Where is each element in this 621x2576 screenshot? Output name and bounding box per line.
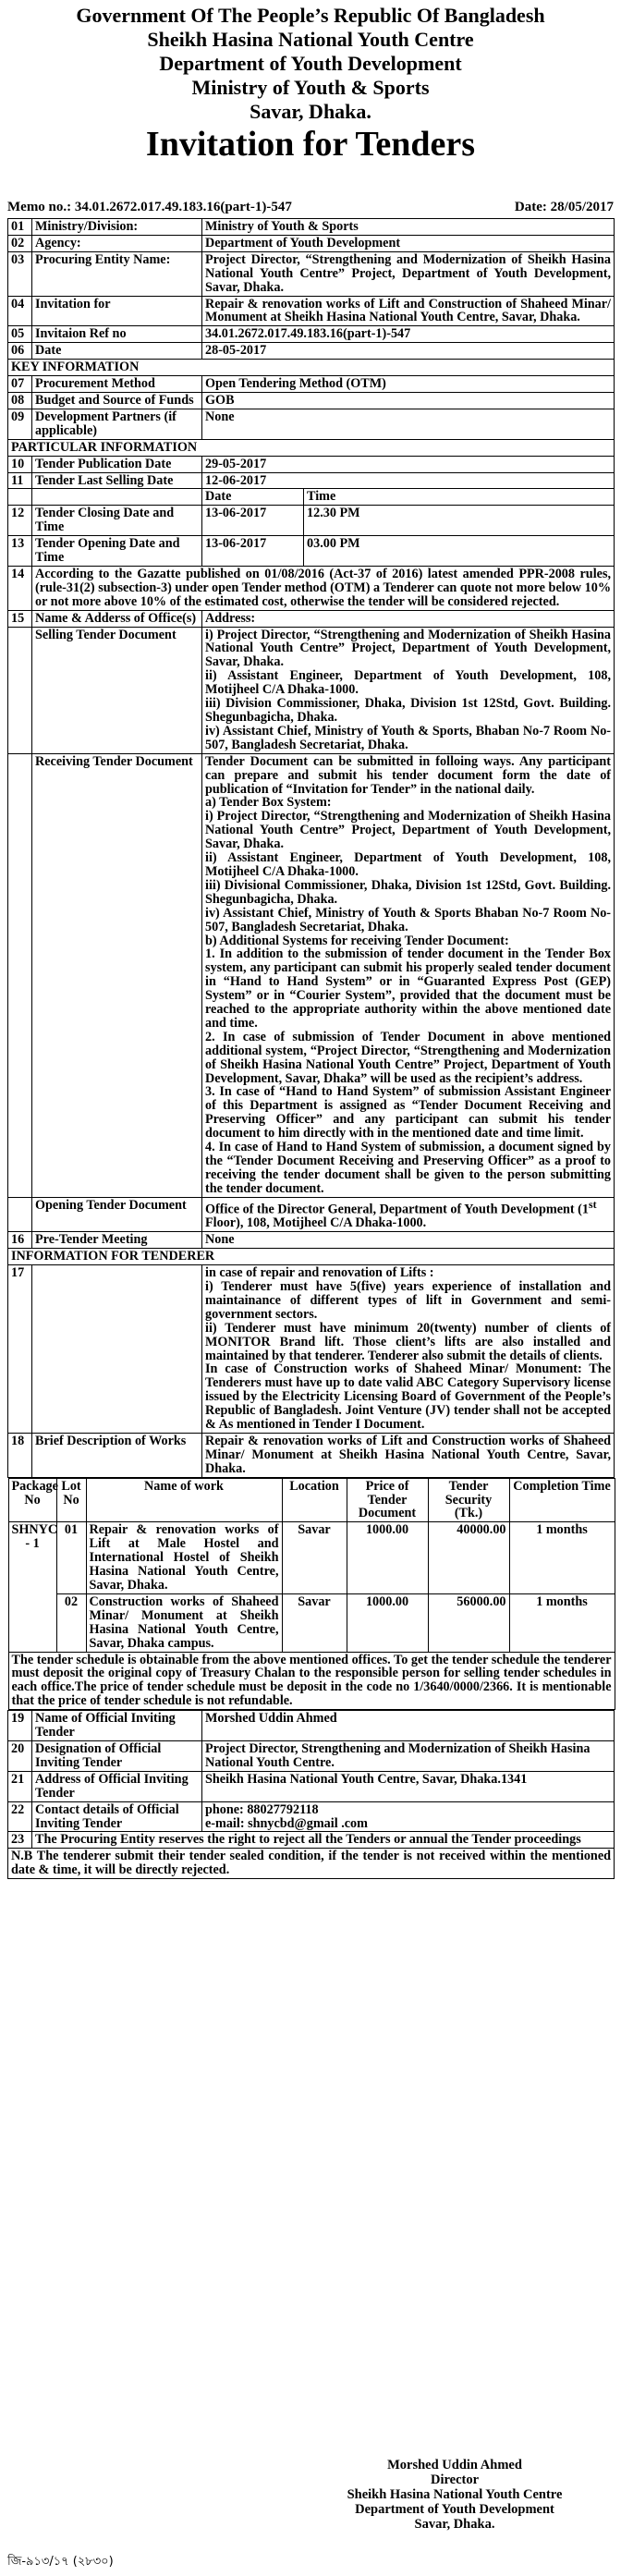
memo-number: Memo no.: 34.01.2672.017.49.183.16(part-1)-547	[7, 200, 292, 214]
receiving-details	[202, 753, 615, 1197]
signatory-place: Savar, Dhaka.	[414, 2516, 495, 2532]
table-row	[8, 566, 615, 610]
table-row	[8, 296, 615, 326]
table-row	[8, 472, 615, 489]
table-row	[8, 1433, 615, 1477]
row-number: 12	[8, 506, 32, 536]
row-label: Name of Official Inviting Tender	[32, 1711, 202, 1741]
row-number: 14	[8, 566, 32, 610]
row-value: 29-05-2017	[202, 456, 615, 472]
table-row	[8, 536, 615, 567]
ordinal-suffix: st	[589, 1197, 597, 1211]
table-row	[8, 326, 615, 343]
schedule-note: The tender schedule is obtainable from the above mentioned offices. To get the tender schedule the tenderer must deposit the original copy of Treasury Chalan to the responsible person for selling tender schedules in each office.The price of tender schedule must be deposit in the code no 1/3640/0000/2366. It is mentionable that the price of tender schedule is not refundable.	[8, 1652, 615, 1710]
table-row	[8, 251, 615, 296]
list-item: i) Project Director, “Strengthening and Modernization of Sheikh Hasina National Youth Centre” Project, Department of Youth Development, Savar, Dhaka.	[205, 809, 612, 852]
table-row	[8, 1652, 615, 1710]
row-value: Ministry of Youth & Sports	[202, 219, 615, 236]
document-price: 1000.00	[347, 1522, 428, 1594]
row-number: 21	[8, 1771, 32, 1801]
row-number: 19	[8, 1711, 32, 1741]
package-header-row	[8, 1478, 615, 1522]
row-label: Development Partners (if applicable)	[32, 409, 202, 439]
signatory-org: Sheikh Hasina National Youth Centre	[347, 2486, 563, 2502]
tender-box-heading: a) Tender Box System:	[205, 795, 332, 811]
row-label: Contact details of Official Inviting Tender	[32, 1801, 202, 1832]
table-row	[8, 610, 615, 627]
row-value: GOB	[202, 392, 615, 409]
table-row	[8, 489, 615, 506]
reservation-note: The Procuring Entity reserves the right to reject all the Tenders or annual the Tender proceedings	[32, 1832, 615, 1849]
row-value: 34.01.2672.017.49.183.16(part-1)-547	[202, 326, 615, 343]
selling-label: Selling Tender Document	[32, 627, 202, 753]
table-row	[8, 392, 615, 409]
row-number: 15	[8, 610, 32, 627]
receiving-intro: Tender Document can be submitted in folloing ways. Any participant can prepare and submit his tender document form the date of publication of “Invitation for Tender” in the national daily.	[205, 753, 612, 797]
row-label: Pre-Tender Meeting	[32, 1232, 202, 1249]
completion-time: 1 months	[509, 1522, 615, 1594]
work-name: Repair & renovation works of Lift at Male Hostel and International Hostel of Sheikh Hasina National Youth Centre, Savar, Dhaka.	[86, 1522, 282, 1594]
column-header: Tender Security (Tk.)	[428, 1478, 509, 1522]
table-row	[8, 1849, 615, 1879]
table-row	[8, 376, 615, 393]
row-label: Invitaion Ref no	[32, 326, 202, 343]
row-number: 09	[8, 409, 32, 439]
key-information-heading: KEY INFORMATION	[8, 360, 615, 376]
lot-number: 01	[56, 1522, 86, 1594]
eligibility-line: i) Tenderer must have 5(five) years experience of installation and maintainance of different types of lift in Government and semi-government sectors.	[205, 1278, 612, 1322]
memo-date: Date: 28/05/2017	[514, 200, 614, 214]
info-table	[7, 218, 615, 1879]
table-row	[8, 753, 615, 1197]
completion-time: 1 months	[509, 1593, 615, 1652]
row-number: 23	[8, 1832, 32, 1849]
table-row	[8, 343, 615, 360]
row-label: Tender Closing Date and Time	[32, 506, 202, 536]
row-value: Department of Youth Development	[202, 235, 615, 251]
print-code: জি-৯১৩/১৭ (২৮৩০)	[7, 2555, 114, 2569]
list-item: 3. In case of “Hand to Hand System” of submission Assistant Engineer of this Department is assigned as “Tender Document Receiving and Preserving Officer” and any participant can submit his tender document to him directly with in the mentioned date and time limit.	[205, 1084, 612, 1141]
table-row	[8, 1265, 615, 1434]
opening-date: 13-06-2017	[202, 536, 304, 567]
section-heading	[8, 439, 615, 456]
row-label: Invitation for	[32, 296, 202, 326]
table-row	[8, 506, 615, 536]
row-label: Agency:	[32, 235, 202, 251]
nb-note: N.B The tenderer submit their tender sealed condition, if the tender is not received within the mentioned date & time, it will be directly rejected.	[8, 1849, 615, 1879]
row-number: 13	[8, 536, 32, 567]
row-value: Sheikh Hasina National Youth Centre, Savar, Dhaka.1341	[202, 1771, 615, 1801]
row-label: Tender Publication Date	[32, 456, 202, 472]
list-item: iii) Division Commissioner, Dhaka, Division 1st 12Std, Govt. Building. Shegunbagicha, Dhaka.	[205, 696, 612, 725]
ministry-name: Ministry of Youth & Sports	[191, 76, 430, 99]
row-number: 02	[8, 235, 32, 251]
row-number: 17	[8, 1265, 32, 1434]
row-label: Name & Adderss of Office(s)	[32, 610, 202, 627]
signature-block	[344, 2459, 566, 2533]
date-column-head: Date	[202, 489, 304, 506]
ppr-rule-note: According to the Gazatte published on 01/08/2016 (Act-37 of 2016) latest amended PPR-2008 rules, (rule-31(2) subsection-3) under open Tender method (OTM) a Tenderer can quote not more below 10% or not more above 10% of the estimated cost, otherwise the tender will be considered rejected.	[32, 566, 615, 610]
table-row	[8, 1593, 615, 1652]
signatory-department: Department of Youth Development	[355, 2501, 554, 2517]
row-number: 20	[8, 1740, 32, 1771]
location: Savar	[282, 1522, 347, 1594]
row-label: Ministry/Division:	[32, 219, 202, 236]
list-item: 2. In case of submission of Tender Document in above mentioned additional system, “Project Director, “Strengthening and Modernization of Sheikh Hasina National Youth Centre” Project, Department of Youth Development, Savar, Dhaka” will be used as the recipient’s address.	[205, 1029, 612, 1086]
opening-office-a: Office of the Director General, Department of Youth Development (1	[205, 1202, 590, 1217]
table-row	[8, 1801, 615, 1832]
column-header: Name of work	[86, 1478, 282, 1522]
row-number: 07	[8, 376, 32, 393]
section-heading	[8, 360, 615, 376]
list-item: i) Project Director, “Strengthening and Modernization of Sheikh Hasina National Youth Centre” Project, Department of Youth Development, Savar, Dhaka.	[205, 627, 612, 670]
row-value: 12-06-2017	[202, 472, 615, 489]
table-row	[8, 1740, 615, 1771]
email-address: e-mail: shnycbd@gmail .com	[205, 1815, 368, 1831]
list-item: 1. In addition to the submission of tender document in the Tender Box system, any participant can submit his properly sealed tender document in “Hand to Hand System” or in “Guaranted Express Post (GEP) System” or in “Courier System”, provided that the document must be reached to the appropriate authority within the above mentioned date and time.	[205, 946, 612, 1031]
row-number: 10	[8, 456, 32, 472]
table-row	[8, 235, 615, 251]
column-header: Price of Tender Document	[347, 1478, 428, 1522]
selling-offices	[202, 627, 615, 753]
contact-details	[202, 1801, 615, 1832]
table-row	[8, 1197, 615, 1232]
closing-time: 12.30 PM	[304, 506, 615, 536]
column-header: Lot No	[56, 1478, 86, 1522]
list-item: ii) Assistant Engineer, Department of Youth Development, 108, Motijheel C/A Dhaka-1000.	[205, 668, 612, 698]
table-row	[8, 1232, 615, 1249]
time-column-head: Time	[304, 489, 615, 506]
eligibility-line: in case of repair and renovation of Lifts :	[205, 1265, 434, 1281]
signatory-name: Morshed Uddin Ahmed	[387, 2458, 522, 2472]
table-row	[8, 219, 615, 236]
row-label: Date	[32, 343, 202, 360]
list-item: iii) Divisional Commissioner, Dhaka, Division 1st 12Std, Govt. Building. Shegunbagicha, Dhaka.	[205, 877, 612, 907]
row-value: None	[202, 409, 615, 439]
row-number: 01	[8, 219, 32, 236]
row-value: None	[202, 1232, 615, 1249]
row-number: 22	[8, 1801, 32, 1832]
row-label: Procurement Method	[32, 376, 202, 393]
location: Savar, Dhaka.	[250, 100, 371, 123]
row-label: Budget and Source of Funds	[32, 392, 202, 409]
row-number: 16	[8, 1232, 32, 1249]
notice-title: Invitation for Tenders	[145, 125, 476, 164]
location: Savar	[282, 1593, 347, 1652]
opening-office	[202, 1197, 615, 1232]
additional-systems-heading: b) Additional Systems for receiving Tender Document:	[205, 933, 509, 948]
row-value: Open Tendering Method (OTM)	[202, 376, 615, 393]
particular-information-heading: PARTICULAR INFORMATION	[8, 439, 615, 456]
department-name: Department of Youth Development	[159, 52, 462, 75]
column-header: Package No	[8, 1478, 56, 1522]
eligibility-line: ii) Tenderer must have minimum 20(twenty) number of clients of MONITOR Brand lift. Those client’s lifts are also installed and maintained by that tenderer. Tenderer also submit the details of clients.	[205, 1320, 612, 1363]
list-item: iv) Assistant Chief, Ministry of Youth & Sports, Bhaban No-7 Room No-507, Bangladesh Secretariat, Dhaka.	[205, 723, 612, 752]
row-label: Address of Official Inviting Tender	[32, 1771, 202, 1801]
row-number: 04	[8, 296, 32, 326]
table-row	[8, 456, 615, 472]
row-value: Address:	[202, 610, 615, 627]
table-row	[8, 1711, 615, 1741]
section-heading	[8, 1249, 615, 1265]
row-label: Tender Last Selling Date	[32, 472, 202, 489]
document-price: 1000.00	[347, 1593, 428, 1652]
row-number: 11	[8, 472, 32, 489]
row-value: Morshed Uddin Ahmed	[202, 1711, 615, 1741]
package-number: SHNYC - 1	[8, 1522, 56, 1652]
row-label: Brief Description of Works	[32, 1433, 202, 1477]
receiving-label: Receiving Tender Document	[32, 753, 202, 1197]
package-table	[8, 1478, 615, 1711]
column-header: Completion Time	[509, 1478, 615, 1522]
row-value: Repair & renovation works of Lift and Construction of Shaheed Minar/ Monument at Sheikh Hasina National Youth Centre, Savar, Dhaka.	[202, 296, 615, 326]
row-value: 28-05-2017	[202, 343, 615, 360]
table-row	[8, 1522, 615, 1594]
centre-name: Sheikh Hasina National Youth Centre	[147, 28, 474, 51]
opening-time: 03.00 PM	[304, 536, 615, 567]
phone-number: phone: 88027792118	[205, 1801, 319, 1817]
work-name: Construction works of Shaheed Minar/ Monument at Sheikh Hasina National Youth Centre, Savar, Dhaka campus.	[86, 1593, 282, 1652]
table-row	[8, 627, 615, 753]
row-label: Procuring Entity Name:	[32, 251, 202, 296]
tenderer-eligibility	[202, 1265, 615, 1434]
list-item: ii) Assistant Engineer, Department of Youth Development, 108, Motijheel C/A Dhaka-1000.	[205, 850, 612, 879]
signatory-designation: Director	[430, 2472, 480, 2487]
tender-security: 40000.00	[428, 1522, 509, 1594]
table-row	[8, 1832, 615, 1849]
row-label: Tender Opening Date and Time	[32, 536, 202, 567]
column-header: Location	[282, 1478, 347, 1522]
gov-title: Government Of The People’s Republic Of Bangladesh	[76, 4, 545, 27]
table-row	[8, 1771, 615, 1801]
row-number: 05	[8, 326, 32, 343]
row-value: Repair & renovation works of Lift and Construction works of Shaheed Minar/ Monument at Sheikh Hasina National Youth Centre, Savar, Dhaka.	[202, 1433, 615, 1477]
opening-office-b: Floor), 108, Motijheel C/A Dhaka-1000.	[205, 1215, 427, 1231]
row-value: Project Director, Strengthening and Modernization of Sheikh Hasina National Youth Centre.	[202, 1740, 615, 1771]
info-tenderer-heading: INFORMATION FOR TENDERER	[8, 1249, 615, 1265]
eligibility-line: In case of Construction works of Shaheed Minar/ Monument: The Tenderers must have up to date valid ABC Category Supervisory license issued by the Electricity Licensing Board of Government of the People’s Republic of Bangladesh. Joint Venture (JV) tender shall not be accepted & As mentioned in Tender I Document.	[205, 1361, 612, 1433]
row-number: 03	[8, 251, 32, 296]
row-number: 18	[8, 1433, 32, 1477]
list-item: 4. In case of Hand to Hand System of submission, a document signed by the “Tender Document Receiving and Preserving Officer” as a proof to receiving the tender document shall be given to the person submitting the tender document.	[205, 1140, 612, 1196]
lot-number: 02	[56, 1593, 86, 1652]
table-row	[8, 409, 615, 439]
row-number: 06	[8, 343, 32, 360]
memo-line	[7, 200, 614, 215]
row-label: Designation of Official Inviting Tender	[32, 1740, 202, 1771]
list-item: iv) Assistant Chief, Ministry of Youth & Sports Bhaban No-7 Room No-507, Bangladesh Secretariat, Dhaka.	[205, 905, 612, 934]
row-value: Project Director, “Strengthening and Modernization of Sheikh Hasina National Youth Centre” Project, Department of Youth Development, Savar, Dhaka.	[202, 251, 615, 296]
opening-label: Opening Tender Document	[32, 1197, 202, 1232]
closing-date: 13-06-2017	[202, 506, 304, 536]
tender-security: 56000.00	[428, 1593, 509, 1652]
row-number: 08	[8, 392, 32, 409]
